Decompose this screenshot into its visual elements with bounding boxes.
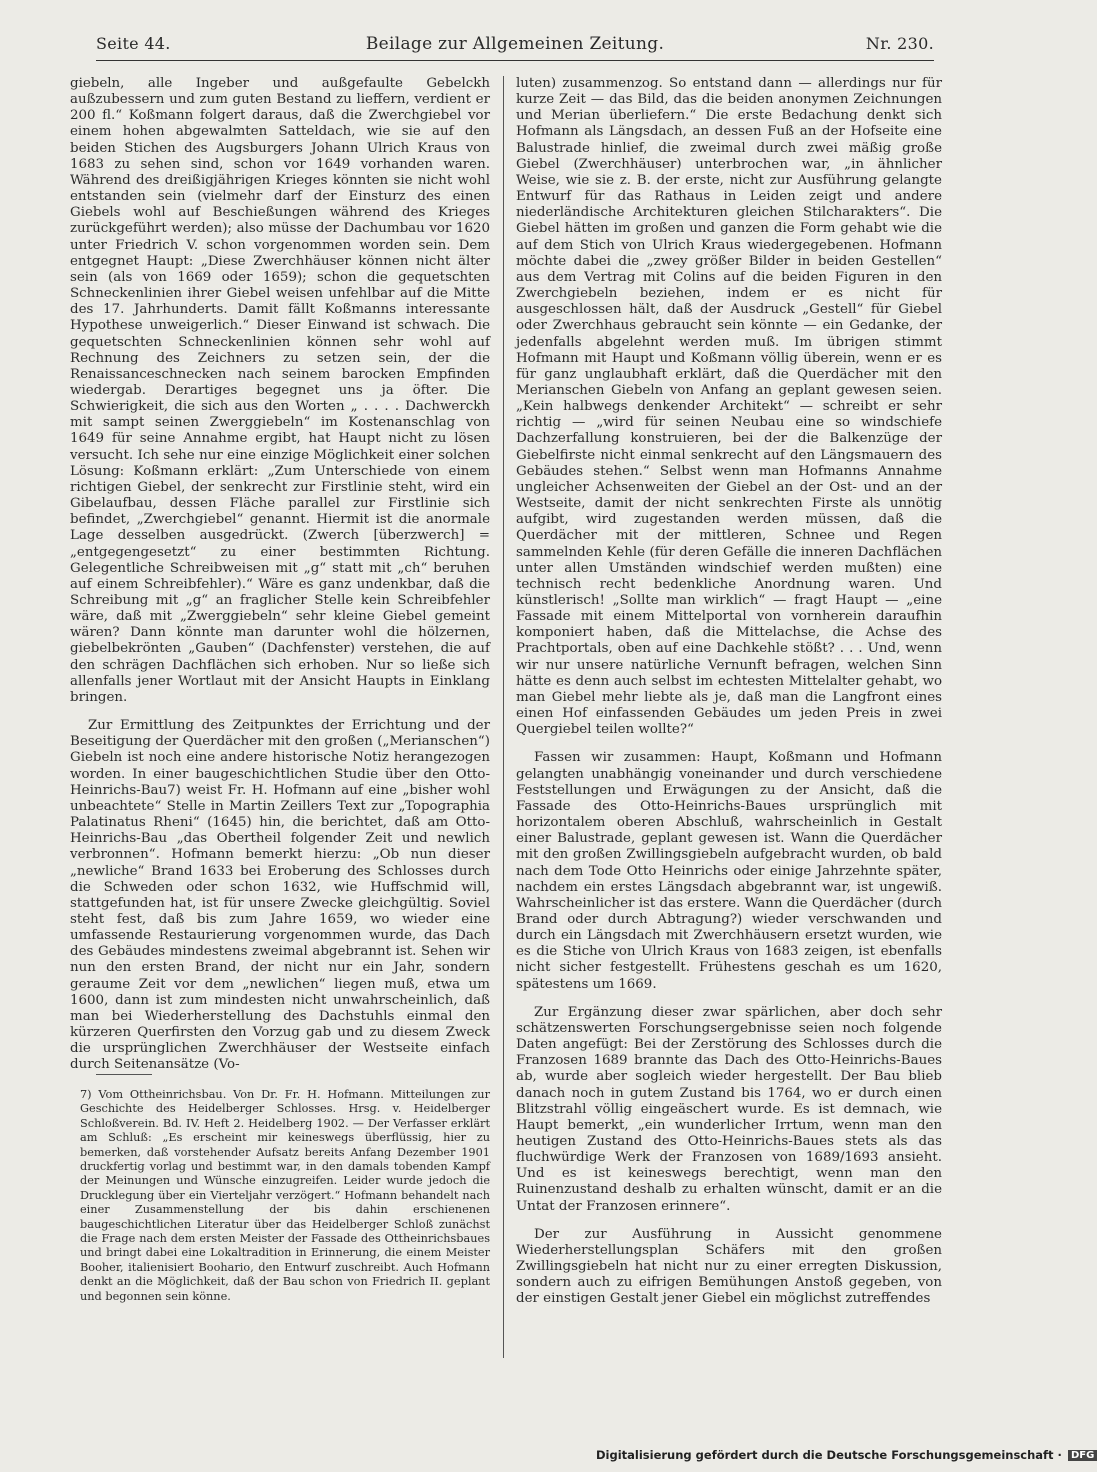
paragraph: Der zur Ausführung in Aussicht genommene Wiederherstellungsplan Schäfers mit den großen Zwillingsgiebeln hat nicht nur zu einer erregten Diskussion, sondern auch zu eifrigen Bemühungen Anstoß gegeben, von der einstigen Gestalt jener Giebel ein möglichst zutreffendes	[516, 1226, 942, 1307]
digitization-credit	[596, 1448, 1097, 1468]
footnote	[80, 1088, 490, 1304]
issue-number: Nr. 230.	[865, 34, 934, 53]
paragraph: luten) zusammenzog. So entstand dann — allerdings nur für kurze Zeit — das Bild, das die beiden anonymen Zeichnungen und Merian überliefern.“ Die erste Bedachung denkt sich Hofmann als Längsdach, an dessen Fuß an der Hofseite eine Balustrade hinlief, die zweimal durch zwei mäßig große Giebel (Zwerchhäuser) unterbrochen war, „in ähnlicher Weise, wie sie z. B. der erste, nicht zur Ausführung gelangte Entwurf für das Rathaus in Leiden zeigt und andere niederländische Architekturen gleichen Stilcharakters“. Die Giebel hätten im großen und ganzen die Form gehabt wie die auf dem Stich von Ulrich Kraus wiedergegebenen. Hofmann möchte dabei die „zwey größer Bilder in beiden Gestellen“ aus dem Vertrag mit Colins auf die beiden Figuren in den Zwerchgiebeln beziehen, indem er es nicht für ausgeschlossen hält, daß der Ausdruck „Gestell“ für Giebel oder Zwerchhaus gebraucht sein könnte — ein Gedanke, der jedenfalls abgelehnt werden muß. Im übrigen stimmt Hofmann mit Haupt und Koßmann völlig überein, wenn er es für ganz unglaubhaft erklärt, daß die Querdächer mit den Merianschen Giebeln von Anfang an geplant gewesen seien. „Kein halbwegs denkender Architekt“ — schreibt er sehr richtig — „wird für seinen Neubau eine so windschiefe Dachzerfallung konstruieren, bei der die Balkenzüge der Giebelfirste nicht einmal senkrecht auf den Längsmauern des Gebäudes stehen.“ Selbst wenn man Hofmanns Annahme ungleicher Achsenweiten der Giebel an der Ost- und an der Westseite, damit der nicht senkrechten Firste als unnötig aufgibt, wird zugestanden werden müssen, daß die Querdächer mit der mittleren, Schnee und Regen sammelnden Kehle (für deren Gefälle die inneren Dachflächen unter allen Umständen windschief werden mußten) eine technisch recht bedenkliche Anordnung waren. Und künstlerisch! „Sollte man wirklich“ — fragt Haupt — „eine Fassade mit einem Mittelportal von vornherein daraufhin komponiert haben, daß die Mittelachse, die Achse des Prachtportals, oben auf eine Dachkehle stößt? . . . Und, wenn wir nur unsere natürliche Vernunft befragen, welchen Sinn hätte es denn auch selbst im echtesten Mittelalter gehabt, wo man Giebel mehr liebte als je, daß man die Langfront eines einen Hof einfassenden Gebäudes um jeden Preis in zwei Quergiebel teilen wollte?“	[516, 76, 942, 738]
paragraph: Zur Ermittlung des Zeitpunktes der Errichtung und der Beseitigung der Querdächer mit den großen („Merianschen“) Giebeln ist noch eine andere historische Notiz herangezogen worden. In einer baugeschichtlichen Studie über den Otto-Heinrichs-Bau7) weist Fr. H. Hofmann auf eine „bisher wohl unbeachtete“ Stelle in Martin Zeillers Text zur „Topographia Palatinatus Rheni“ (1645) hin, die berichtet, daß am Otto-Heinrichs-Bau „das Obertheil folgender Zeit und newlich verbronnen“. Hofmann bemerkt hierzu: „Ob nun dieser „newliche“ Brand 1633 bei Eroberung des Schlosses durch die Schweden oder schon 1632, wie Huffschmid will, stattgefunden hat, ist für unsere Zwecke gleichgültig. Soviel steht fest, daß bis zum Jahre 1659, wo wieder eine umfassende Restaurierung vorgenommen wurde, das Dach des Gebäudes mindestens zweimal abgebrannt ist. Sehen wir nun den ersten Brand, der nicht nur ein Jahr, sondern geraume Zeit vor dem „newlichen“ liegen muß, etwa um 1600, dann ist zum mindesten nicht unwahrscheinlich, daß man bei Wiederherstellung des Dachstuhls einmal den kürzeren Querfirsten den Vorzug gab und zu diesem Zweck die ursprünglichen Zwerchhäuser der Westseite einfach durch Seitenansätze (Vo-	[70, 718, 490, 1073]
paragraph: giebeln, alle Ingeber und außgefaulte Gebelckh außzubessern und zum guten Bestand zu lieffern, verdient er 200 fl.“ Koßmann folgert daraus, daß die Zwerchgiebel vor einem hohen abgewalmten Satteldach, wie sie auf den beiden Stichen des Augsburgers Johann Ulrich Kraus von 1683 zu sehen sind, schon vor 1649 vorhanden waren. Während des dreißigjährigen Krieges könnten sie nicht wohl entstanden sein (vielmehr darf der Einsturz des einen Giebels wohl auf Beschießungen während des Krieges zurückgeführt werden); also müsse der Dachumbau vor 1620 unter Friedrich V. schon vorgenommen worden sein. Dem entgegnet Haupt: „Diese Zwerchhäuser können nicht älter sein (als von 1669 oder 1659); schon die gequetschten Schneckenlinien ihrer Giebel weisen unfehlbar auf die Mitte des 17. Jahrhunderts. Damit fällt Koßmanns interessante Hypothese unweigerlich.“ Dieser Einwand ist schwach. Die gequetschten Schneckenlinien können sehr wohl auf Rechnung des Zeichners zu setzen sein, der die Renaissanceschnecken nach seinem barocken Empfinden wiedergab. Derartiges begegnet uns ja öfter. Die Schwierigkeit, die sich aus den Worten „ . . . . Dachwerckh mit sampt seinen Zwerggiebeln“ im Kostenanschlag von 1649 für seine Annahme ergibt, hat Haupt nicht zu lösen versucht. Ich sehe nur eine einzige Möglichkeit einer solchen Lösung: Koßmann erklärt: „Zum Unterschiede von einem richtigen Giebel, der senkrecht zur Firstlinie steht, wird ein Gibelaufbau, dessen Fläche parallel zur Firstlinie sich befindet, „Zwerchgiebel“ genannt. Hiermit ist die anormale Lage desselben ausgedrückt. (Zwerch [überzwerch] = „entgegengesetzt“ zu einer bestimmten Richtung. Gelegentliche Schreibweisen mit „g“ statt mit „ch“ beruhen auf einem Schreibfehler).“ Wäre es ganz undenkbar, daß die Schreibung mit „g“ an fraglicher Stelle kein Schreibfehler wäre, daß mit „Zwerggiebeln“ sehr kleine Giebel gemeint wären? Dann könnte man darunter wohl die hölzernen, giebelbekrönten „Gauben“ (Dachfenster) verstehen, die auf den schrägen Dachflächen sich erhoben. Nur so ließe sich allenfalls jener Wortlaut mit der Ansicht Haupts in Einklang bringen.	[70, 76, 490, 705]
paragraph: Zur Ergänzung dieser zwar spärlichen, aber doch sehr schätzenswerten Forschungsergebnisse seien noch folgende Daten angefügt: Bei der Zerstörung des Schlosses durch die Franzosen 1689 brannte das Dach des Otto-Heinrichs-Baues ab, wurde aber sogleich wieder hergestellt. Der Bau blieb danach noch in gutem Zustand bis 1764, wo er durch einen Blitzstrahl völlig eingeäschert wurde. Es ist demnach, wie Haupt bemerkt, „ein wunderlicher Irrtum, wenn man den heutigen Zustand des Otto-Heinrichs-Baues stets als das fluchwürdige Werk der Franzosen von 1689/1693 ansieht. Und es ist keineswegs berechtigt, wenn man den Ruinenzustand deshalb zu erhalten wünscht, damit er an die Untat der Franzosen erinnere“.	[516, 1004, 942, 1214]
footnote-rule	[96, 1074, 152, 1075]
dfg-logo: DFG	[1068, 1450, 1097, 1461]
credit-text: Digitalisierung gefördert durch die Deutsche Forschungsgemeinschaft ·	[596, 1448, 1062, 1462]
left-column	[70, 76, 490, 1074]
page-header	[96, 30, 934, 61]
paragraph: Fassen wir zusammen: Haupt, Koßmann und Hofmann gelangten unabhängig voneinander und durch verschiedene Feststellungen und Erwägungen zu der Ansicht, daß die Fassade des Otto-Heinrichs-Baues ursprünglich mit horizontalem oberen Abschluß, wahrscheinlich in Gestalt einer Balustrade, geplant gewesen ist. Wann die Querdächer mit den großen Zwillingsgiebeln aufgebracht wurden, ob bald nach dem Tode Otto Heinrichs oder einige Jahrzehnte später, nachdem ein erstes Längsdach abgebrannt war, ist ungewiß. Wahrscheinlicher ist das erstere. Wann die Querdächer (durch Brand oder durch Abtragung?) wieder verschwanden und durch ein Längsdach mit Zwerchhäusern ersetzt wurden, wie es die Stiche von Ulrich Kraus von 1683 zeigen, ist ebenfalls nicht sicher festgestellt. Frühestens geschah es um 1620, spätestens um 1669.	[516, 750, 942, 992]
right-column	[516, 76, 942, 1308]
page-number: Seite 44.	[96, 34, 171, 53]
column-divider	[503, 76, 504, 1358]
footnote-text: 7) Vom Ottheinrichsbau. Von Dr. Fr. H. Hofmann. Mitteilungen zur Geschichte des Heidelberger Schlosses. Hrsg. v. Heidelberger Schloßverein. Bd. IV. Heft 2. Heidelberg 1902. — Der Verfasser erklärt am Schluß: „Es erscheint mir keineswegs überflüssig, hier zu bemerken, daß vorstehender Aufsatz bereits Anfang Dezember 1901 druckfertig vorlag und bestimmt war, in den damals tobenden Kampf der Meinungen und Wünsche einzugreifen. Leider wurde jedoch die Drucklegung über ein Vierteljahr verzögert.“ Hofmann behandelt nach einer Zusammenstellung der bis dahin erschienenen baugeschichtlichen Literatur über das Heidelberger Schloß zunächst die Frage nach dem ersten Meister der Fassade des Ottheinrichsbaues und bringt dabei eine Lokaltradition in Erinnerung, die einem Meister Booher, italienisiert Boohario, den Entwurf zuschreibt. Auch Hofmann denkt an die Möglichkeit, daß der Bau schon von Friedrich II. geplant und begonnen sein könne.	[80, 1088, 490, 1303]
publication-title: Beilage zur Allgemeinen Zeitung.	[365, 34, 665, 54]
